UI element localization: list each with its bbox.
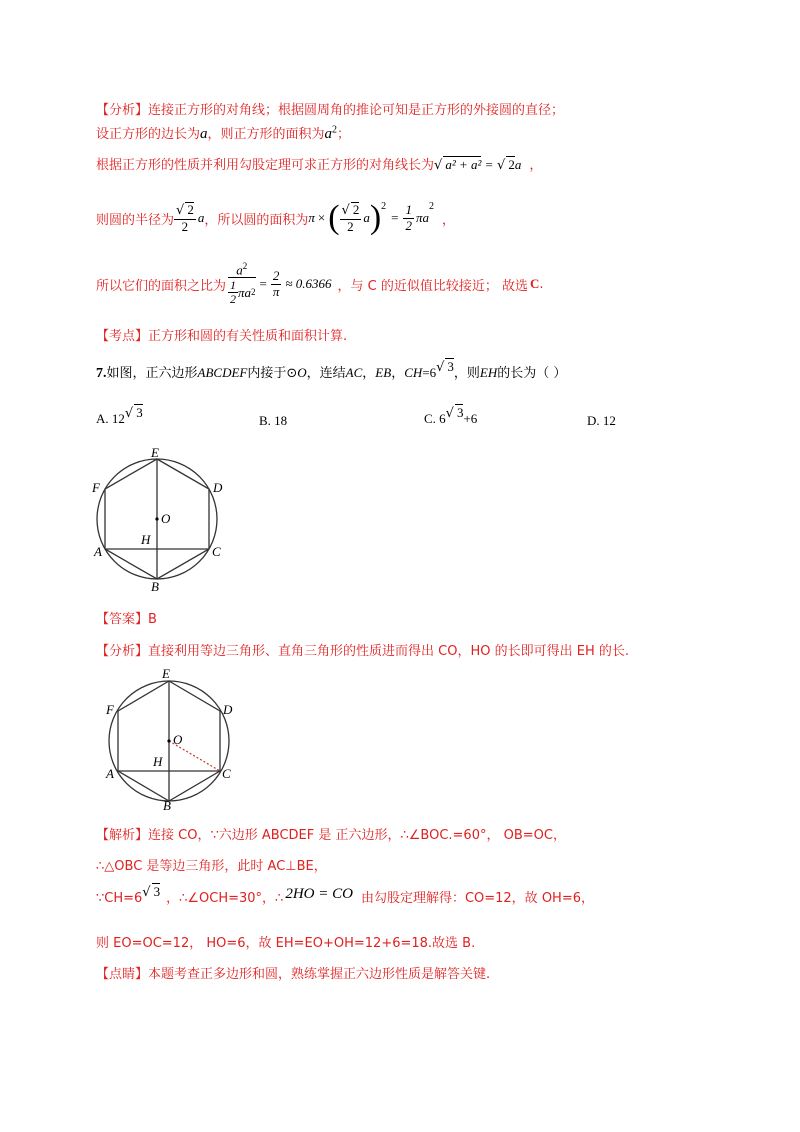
analysis-text: 直接利用等边三角形、直角三角形的性质进而得出 CO，HO 的长即可得出 EH 的长. (148, 644, 629, 659)
label-c: C (212, 544, 221, 559)
analysis-tag: 【分析】 (96, 644, 149, 659)
label-f: F (106, 702, 114, 717)
var: EH (479, 365, 498, 380)
pi: π (415, 210, 423, 225)
center-point (155, 517, 158, 520)
label-d: D (213, 480, 223, 495)
solution-line2 (96, 855, 327, 874)
denominator: π (272, 283, 280, 299)
solution-line3: ∵CH=6√ 3 ，∴∠OCH=30°，∴ 2HO = CO 由勾股定理解得：CO=12，故 OH=6， (96, 884, 594, 906)
answer-value: B (148, 612, 157, 627)
option-d (587, 413, 616, 429)
dianjing-line (96, 963, 490, 982)
var-a: a (422, 210, 429, 225)
analysis1-line1 (96, 99, 564, 118)
radicand: 3 (136, 405, 143, 420)
option-label: C. 6 (424, 411, 446, 426)
text: 内接于⊙ (247, 366, 298, 381)
var: ABCDEF (197, 365, 248, 380)
analysis2-line (96, 640, 629, 659)
label-e: E (162, 666, 170, 681)
var-a: a (363, 210, 370, 225)
denominator: 2 (181, 218, 189, 234)
ratio-expr (226, 262, 332, 307)
var: O (297, 365, 307, 380)
area-expr: π × ( $\frac{√ 2}{2}$ a ) $^2$ = $\frac{1}{2}$ π a $^2$ (308, 199, 434, 236)
question-number: 7. (96, 366, 107, 381)
text: =6 (422, 365, 437, 380)
label-b: B (163, 798, 171, 813)
solution-text: ，∴∠OCH=30°，∴ (166, 891, 284, 906)
option-tail: +6 (463, 411, 478, 426)
hexagon-figure (88, 445, 228, 594)
fraction (271, 269, 282, 299)
option-b (259, 413, 287, 429)
a-squared: a (324, 126, 333, 142)
var-a: a (244, 284, 252, 300)
label-b: B (151, 579, 159, 594)
radicand: 2 (508, 157, 515, 172)
radius-expr (174, 202, 204, 234)
ratio-fraction (228, 262, 256, 307)
eq: = (391, 210, 399, 225)
approx-value: ≈ 0.6366 (285, 276, 332, 291)
option-c: C. 6√ 3+6 (424, 405, 478, 426)
text: 则圆的半径为 (96, 212, 175, 228)
denominator: 2 (230, 292, 237, 307)
text: ，则正方形的面积为 (207, 127, 325, 142)
numerator: 1 (405, 202, 412, 218)
text: ， (529, 158, 543, 173)
analysis1-line5 (96, 250, 544, 318)
label-o: O (173, 732, 183, 747)
dianjing-text: 本题考查正多边形和圆，熟练掌握正六边形性质是解答关键. (148, 967, 491, 982)
analysis1-line2 (96, 123, 350, 143)
answer-line (96, 608, 157, 627)
text: 根据正方形的性质并利用勾股定理可求正方形的对角线长为 (96, 158, 435, 173)
denominator: 2 (347, 218, 354, 234)
analysis-text: 连接正方形的对角线；根据圆周角的推论可知是正方形的外接圆的直径； (148, 103, 565, 118)
times: × (317, 210, 326, 225)
fraction: $\frac{√ 2}{2}$ (341, 202, 360, 234)
solution-text: 由勾股定理解得：CO=12，故 OH=6， (360, 891, 594, 906)
hexagon-figure-solution (98, 664, 243, 812)
text: ； (337, 127, 351, 142)
text: 设正方形的边长为 (96, 127, 201, 142)
label-c: C (222, 766, 231, 781)
answer-choice: C (530, 276, 540, 291)
exponent: 2 (242, 260, 248, 271)
kaodian-line (96, 325, 347, 344)
label-a: A (106, 766, 114, 781)
var-a: a (236, 261, 243, 277)
diag-expr: √ a² + a² = √ 2a (434, 157, 522, 173)
answer-tag: 【答案】 (96, 612, 149, 627)
label-a: A (94, 544, 102, 559)
equation: 2HO = CO (285, 886, 353, 902)
radicand: 3 (447, 359, 454, 374)
radicand: 2 (187, 202, 194, 218)
text: . (539, 276, 544, 292)
solution-line4 (96, 932, 475, 951)
exponent: 2 (332, 124, 338, 136)
radicand: 3 (456, 405, 464, 420)
label-h: H (141, 532, 151, 547)
text: ， (362, 366, 376, 381)
option-label: D. 12 (587, 413, 616, 428)
var: CH (404, 365, 423, 380)
solution-text: ∵CH=6 (96, 891, 143, 906)
analysis1-line4 (96, 195, 455, 241)
exponent: 2 (381, 201, 387, 212)
text: 的长为（ ） (497, 366, 567, 381)
text: ，则 (453, 366, 480, 381)
dianjing-tag: 【点睛】 (96, 967, 149, 982)
var: AC (345, 365, 363, 380)
kaodian-tag: 【考点】 (96, 329, 149, 344)
solution-tag: 【解析】 (96, 828, 149, 843)
analysis1-line3 (96, 154, 542, 173)
exponent: 2 (429, 201, 434, 212)
pi: π (238, 284, 245, 300)
option-a: A. 12√ 3 (96, 405, 143, 426)
center-point (167, 739, 170, 742)
text: 所以它们的面积之比为 (96, 278, 227, 294)
exponent: 2 (251, 286, 256, 297)
solution-text: 则 EO=OC=12， HO=6，故 EH=EO+OH=12+6=18.故选 B. (96, 936, 476, 951)
pi: π (308, 210, 315, 225)
var-a: a (514, 157, 522, 172)
question-7: 7.如图，正六边形ABCDEF内接于⊙O，连结AC，EB，CH=6√ 3，则EH的长为（ ） (96, 359, 567, 381)
label-d: D (223, 702, 233, 717)
fraction (403, 203, 414, 233)
text: 如图，正六边形 (106, 366, 198, 381)
text: ，所以圆的面积为 (204, 212, 309, 228)
eq: = (485, 157, 493, 172)
radicand: 2 (352, 202, 360, 218)
text: ，连结 (306, 366, 346, 381)
text: ，与 C 的近似值比较接近； 故选 (337, 278, 528, 294)
option-label: A. 12 (96, 411, 125, 426)
analysis-tag: 【分析】 (96, 103, 149, 118)
fraction: $\frac{√ 2}{2}$ (176, 202, 194, 234)
label-f: F (92, 480, 100, 495)
eq: = (259, 276, 267, 291)
numerator: 1 (230, 278, 237, 293)
radicand: a² + a² (445, 157, 482, 172)
label-h: H (153, 754, 163, 769)
option-label: B. 18 (259, 413, 288, 428)
solution-line1 (96, 824, 566, 843)
solution-text: ∴△OBC 是等边三角形，此时 AC⊥BE， (96, 859, 327, 874)
kaodian-text: 正方形和圆的有关性质和面积计算. (148, 329, 348, 344)
numerator: 2 (272, 268, 280, 284)
var-a: a (200, 126, 208, 142)
label-o: O (161, 511, 171, 526)
text: ， (391, 366, 405, 381)
text: ， (442, 212, 456, 228)
denominator: 2 (405, 217, 412, 233)
solution-text: 连接 CO，∵六边形 ABCDEF 是 正六边形，∴∠BOC.=60°， OB=OC， (148, 828, 566, 843)
radicand: 3 (153, 884, 161, 899)
label-e: E (151, 445, 159, 460)
var: EB (375, 365, 392, 380)
var-a: a (197, 210, 205, 225)
